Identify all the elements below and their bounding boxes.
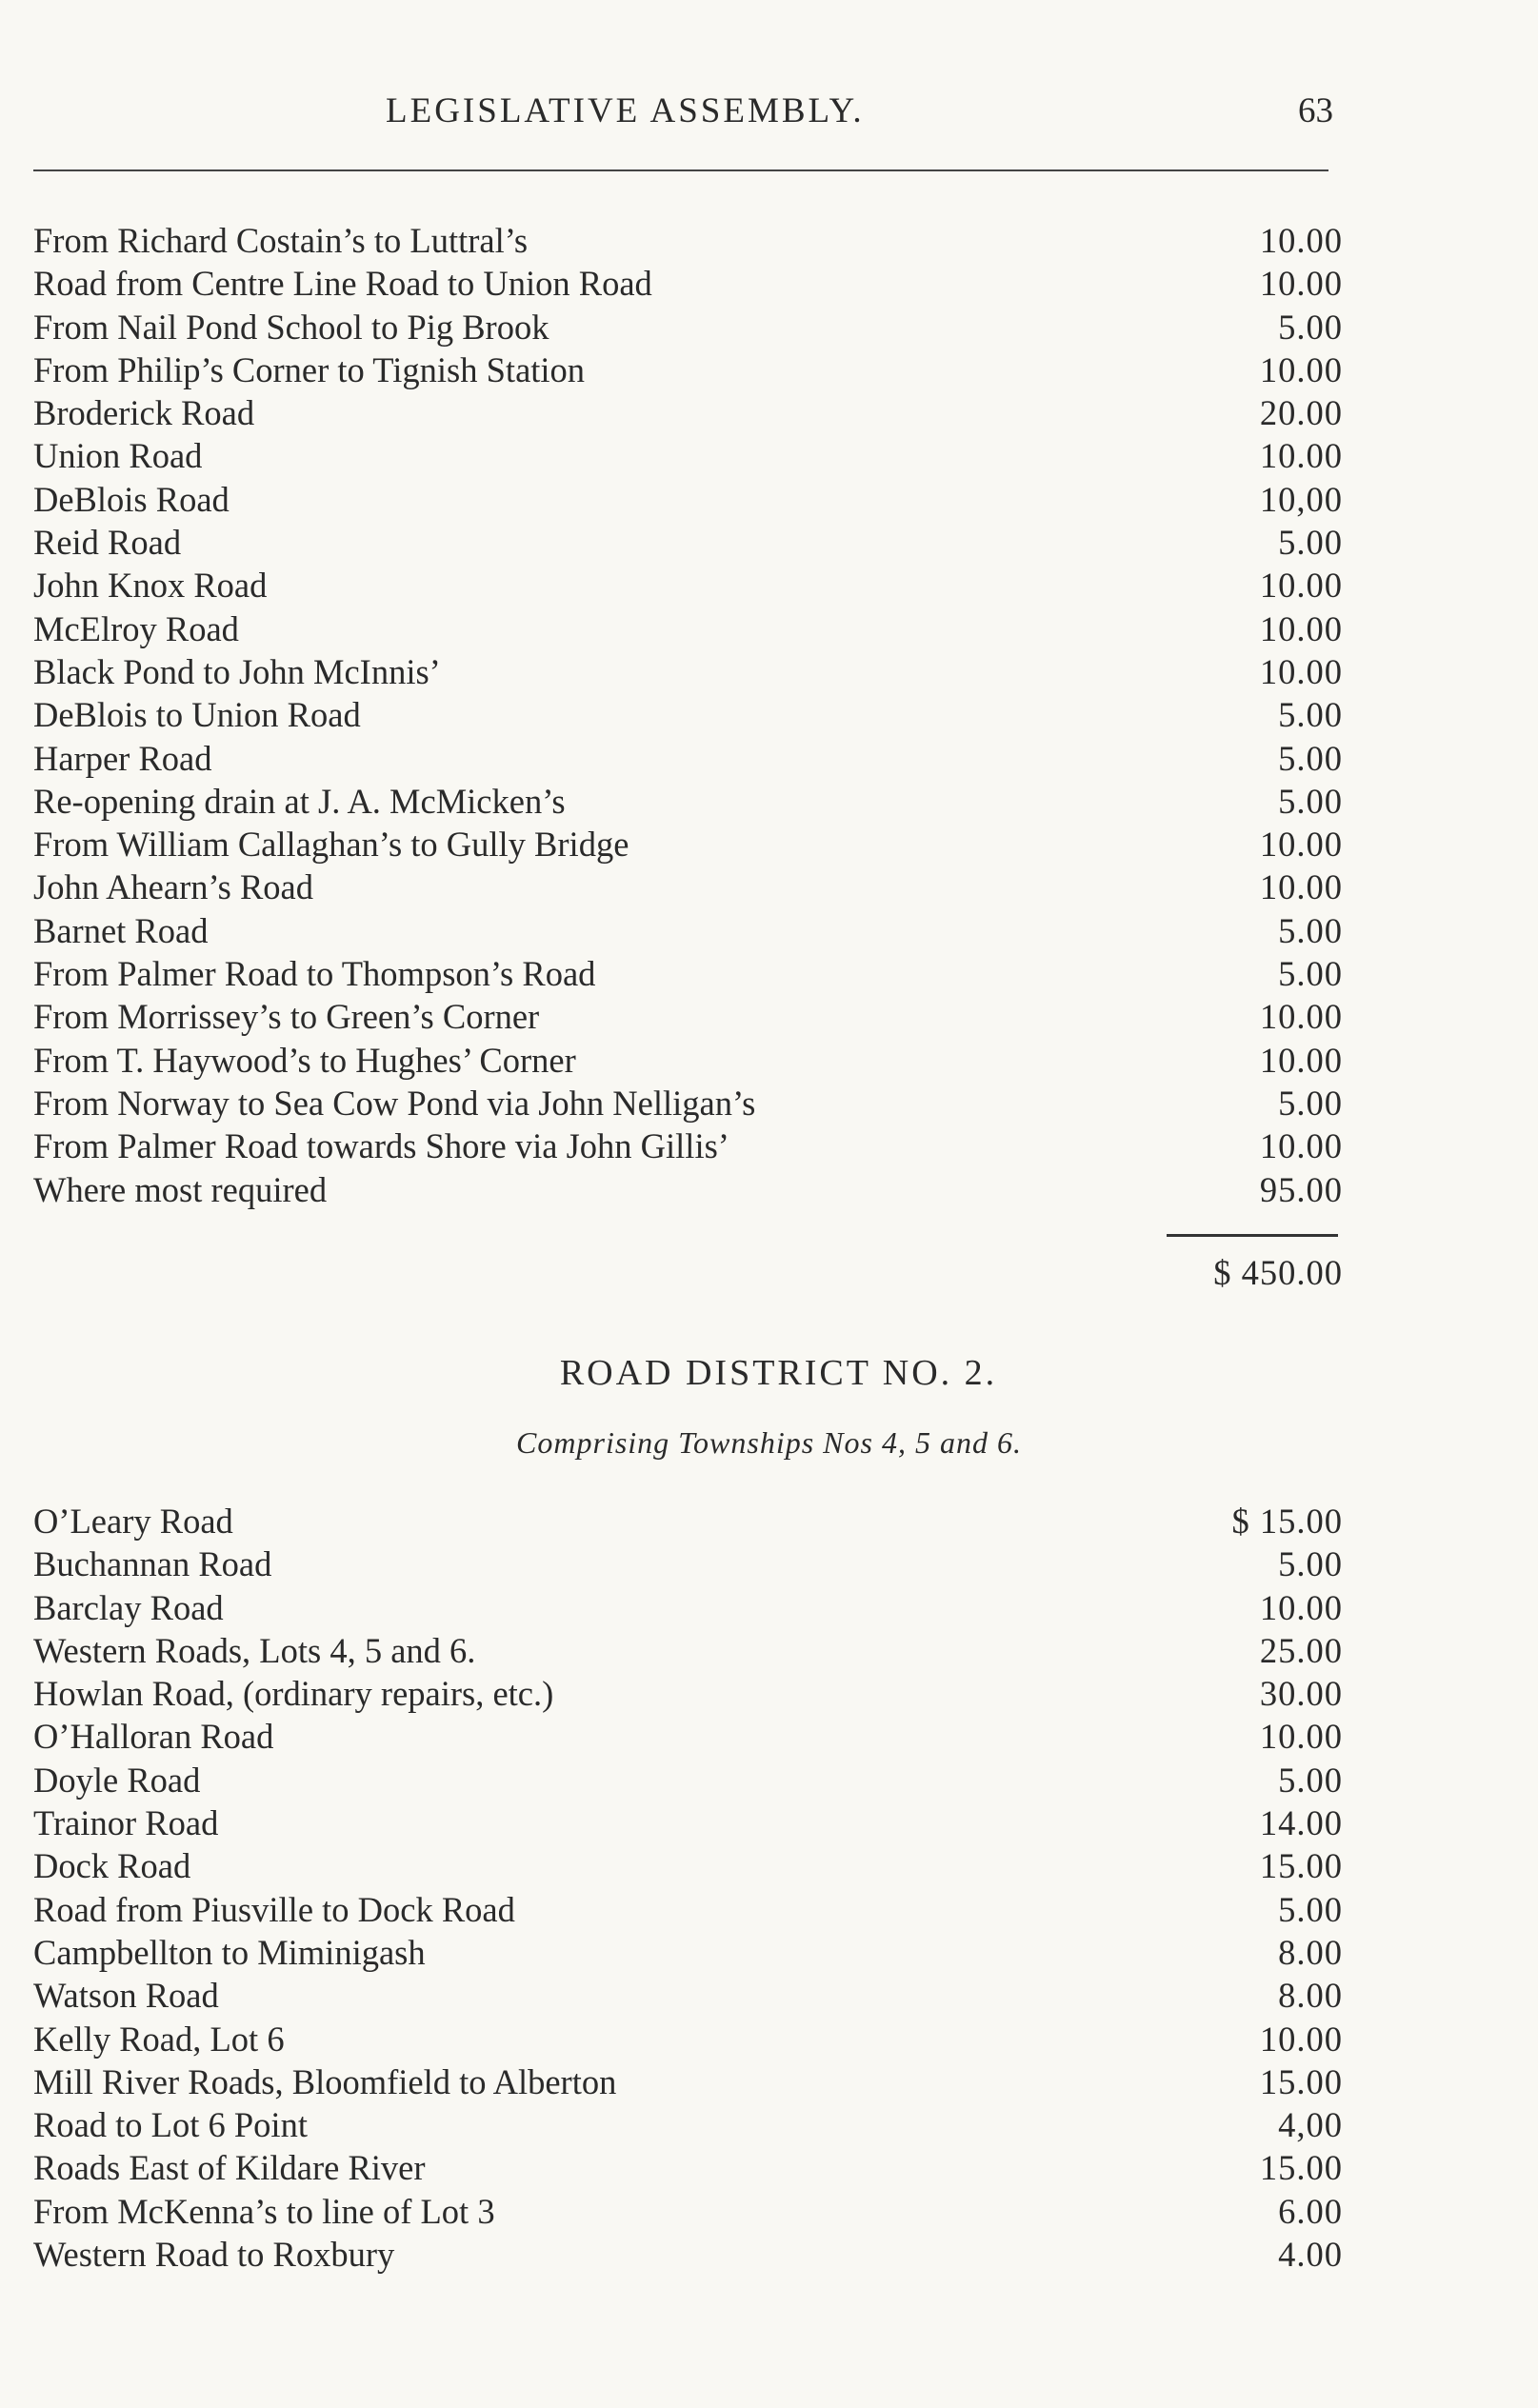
road-name: John Knox Road [33,566,268,606]
list-item [33,348,1343,391]
road-amount: 10.00 [1259,1587,1343,1627]
road-name: Barclay Road [33,1587,224,1627]
list-item [33,521,1343,564]
list-item [33,1168,1343,1211]
road-amount: 5.00 [1278,1760,1343,1800]
road-name: O’Halloran Road [33,1717,274,1757]
road-amount: 5.00 [1278,954,1343,994]
road-amount: 30.00 [1259,1674,1343,1714]
road-name: From William Callaghan’s to Gully Bridge [33,825,629,865]
road-amount: 10.00 [1259,1717,1343,1757]
road-name: From Philip’s Corner to Tignish Station [33,349,586,389]
district-subheading: Comprising Townships Nos 4, 5 and 6. [516,1425,1022,1460]
road-name: From Norway to Sea Cow Pond via John Nelligan’s [33,1083,756,1123]
road-amount: 5.00 [1278,523,1343,563]
road-amount: 10.00 [1259,349,1343,389]
road-name: Road from Piusville to Dock Road [33,1889,515,1929]
list-item [33,780,1343,823]
list-item [33,1039,1343,1082]
road-amount: 10.00 [1259,997,1343,1037]
road-amount: 10.00 [1259,436,1343,476]
road-amount: 20.00 [1259,393,1343,433]
list-item [33,2060,1343,2103]
road-name: Mill River Roads, Bloomfield to Alberton [33,2061,617,2101]
road-amount: 10.00 [1259,1040,1343,1080]
road-name: Howlan Road, (ordinary repairs, etc.) [33,1674,554,1714]
road-amount: 4.00 [1278,2235,1343,2275]
list-item [33,306,1343,348]
list-item [33,564,1343,607]
road-name: From Morrissey’s to Green’s Corner [33,997,540,1037]
road-name: Road to Lot 6 Point [33,2105,308,2145]
road-amount: 10.00 [1259,608,1343,648]
list-item [33,1931,1343,1974]
list-item [33,2103,1343,2146]
list-item [33,607,1343,650]
road-name: Dock Road [33,1846,191,1886]
road-amount: 10.00 [1259,867,1343,907]
road-name: Kelly Road, Lot 6 [33,2019,285,2059]
list-item [33,1082,1343,1124]
road-amount: 25.00 [1259,1630,1343,1670]
road-amount: 8.00 [1278,1932,1343,1972]
list-item [33,1801,1343,1844]
road-amount: 10.00 [1259,221,1343,260]
page-number: 63 [1298,91,1333,130]
road-amount: 10.00 [1259,651,1343,691]
road-name: Roads East of Kildare River [33,2148,426,2188]
road-amount: 5.00 [1278,781,1343,821]
road-amount: 5.00 [1278,307,1343,347]
road-name: Where most required [33,1169,328,1209]
road-amount: 10,00 [1259,479,1343,519]
road-amount: 10.00 [1259,2019,1343,2059]
total-rule [1167,1234,1338,1237]
list-item [33,434,1343,477]
list-item [33,478,1343,521]
road-name: Barnet Road [33,910,209,950]
list-item [33,1500,1343,1542]
road-name: From Nail Pond School to Pig Brook [33,307,549,347]
list-item [33,1974,1343,2017]
road-name: Trainor Road [33,1803,219,1843]
road-name: Doyle Road [33,1760,201,1800]
list-item [33,219,1343,262]
list-item [33,2018,1343,2060]
road-name: DeBlois Road [33,479,230,519]
road-name: Reid Road [33,523,182,563]
road-name: DeBlois to Union Road [33,695,361,735]
list-item [33,995,1343,1038]
road-name: Re-opening drain at J. A. McMicken’s [33,781,566,821]
list-item [33,823,1343,866]
road-amount: $ 15.00 [1231,1502,1343,1541]
road-amount: 6.00 [1278,2191,1343,2231]
list-item [33,866,1343,908]
road-name: From McKenna’s to line of Lot 3 [33,2191,495,2231]
list-item [33,2146,1343,2189]
road-name: Broderick Road [33,393,255,433]
running-header [0,90,1538,148]
road-name: John Ahearn’s Road [33,867,313,907]
road-amount: 5.00 [1278,910,1343,950]
road-amount: 95.00 [1259,1169,1343,1209]
list-item [33,952,1343,995]
road-name: Buchannan Road [33,1544,272,1584]
road-name: Watson Road [33,1976,219,2016]
list-item [33,2190,1343,2233]
road-name: Western Road to Roxbury [33,2235,395,2275]
road-amount: 8.00 [1278,1976,1343,2016]
road-name: Road from Centre Line Road to Union Road [33,264,652,304]
list-item [33,1542,1343,1585]
district-heading: ROAD DISTRICT NO. 2. [559,1353,998,1393]
list-item [33,2233,1343,2276]
header-rule [33,169,1328,171]
road-amount: 15.00 [1259,2061,1343,2101]
running-title: LEGISLATIVE ASSEMBLY. [386,91,865,130]
list-item [33,262,1343,305]
road-amount: 5.00 [1278,1083,1343,1123]
road-name: Black Pond to John McInnis’ [33,651,441,691]
road-name: Union Road [33,436,203,476]
list-item [33,391,1343,434]
road-amount: 5.00 [1278,1889,1343,1929]
road-list-district-1 [33,219,1343,1211]
road-amount: 15.00 [1259,1846,1343,1886]
road-amount: 10.00 [1259,264,1343,304]
road-amount: 5.00 [1278,695,1343,735]
road-amount: 5.00 [1278,1544,1343,1584]
list-item [33,1672,1343,1715]
list-item [33,1124,1343,1167]
road-name: From Richard Costain’s to Luttral’s [33,221,529,260]
road-name: Harper Road [33,738,212,778]
list-item [33,1586,1343,1629]
list-item [33,1844,1343,1887]
road-amount: 4,00 [1278,2105,1343,2145]
list-item [33,1759,1343,1801]
list-item [33,909,1343,952]
road-name: Western Roads, Lots 4, 5 and 6. [33,1630,476,1670]
list-item [33,693,1343,736]
district-1-total: $ 450.00 [1213,1253,1343,1292]
road-list-district-2 [33,1500,1343,2276]
road-amount: 10.00 [1259,1126,1343,1166]
road-name: From Palmer Road towards Shore via John Gillis’ [33,1126,729,1166]
list-item [33,650,1343,693]
road-amount: 15.00 [1259,2148,1343,2188]
road-name: O’Leary Road [33,1502,233,1541]
list-item [33,1629,1343,1672]
road-amount: 5.00 [1278,738,1343,778]
road-name: From T. Haywood’s to Hughes’ Corner [33,1040,576,1080]
list-item [33,737,1343,780]
list-item [33,1888,1343,1931]
road-amount: 10.00 [1259,825,1343,865]
road-name: From Palmer Road to Thompson’s Road [33,954,596,994]
road-name: Campbellton to Miminigash [33,1932,426,1972]
road-amount: 14.00 [1259,1803,1343,1843]
road-amount: 10.00 [1259,566,1343,606]
road-name: McElroy Road [33,608,239,648]
list-item [33,1715,1343,1758]
